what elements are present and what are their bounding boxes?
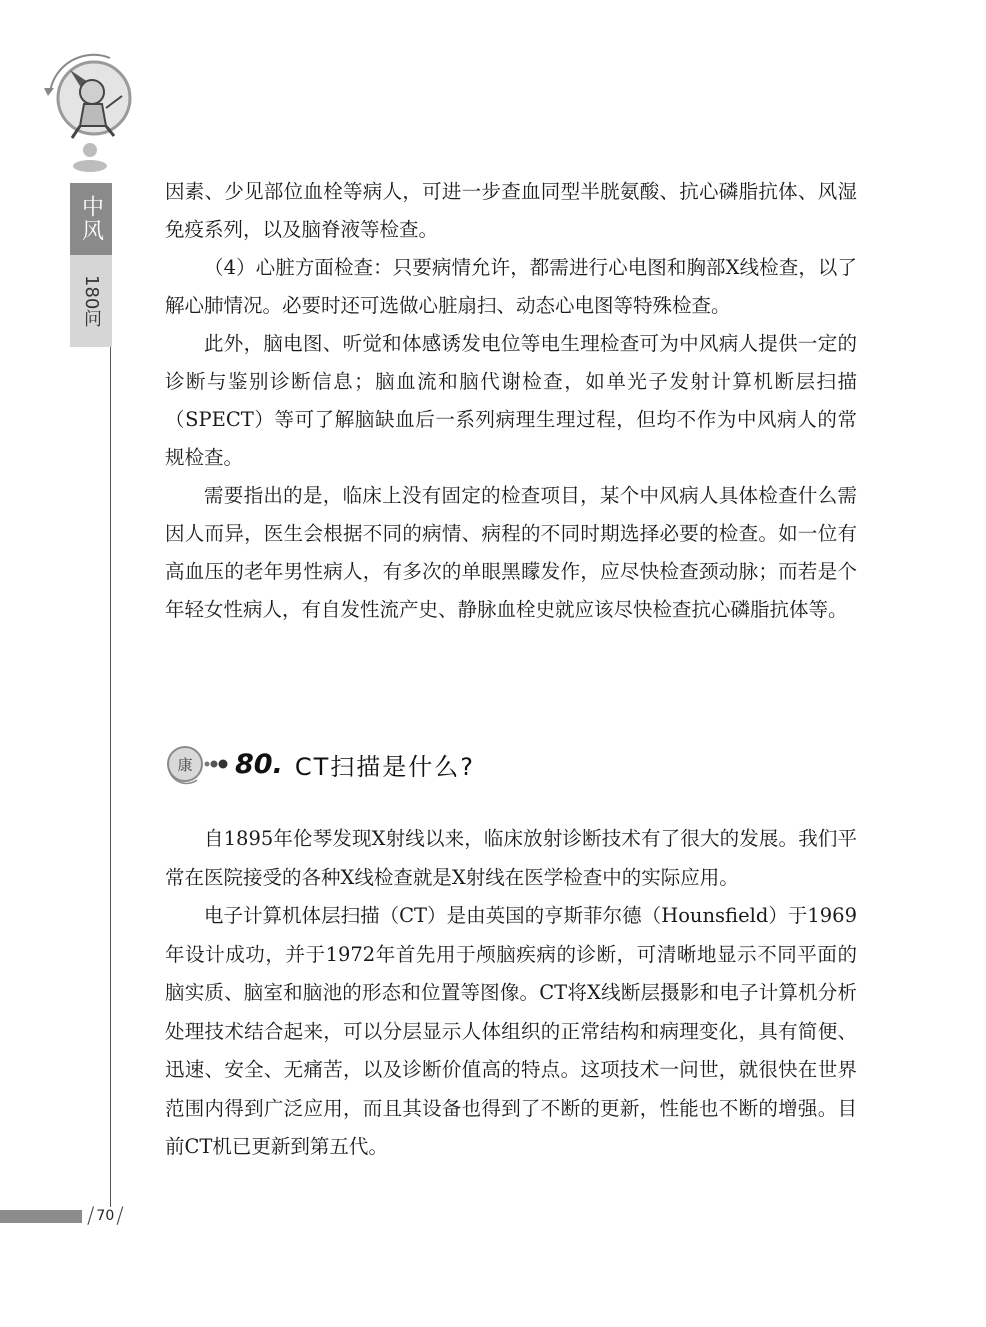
section-badge-icon	[163, 740, 233, 788]
page-footer-bar	[0, 1210, 82, 1223]
paragraph: 此外，脑电图、听觉和体感诱发电位等电生理检查可为中风病人提供一定的诊断与鉴别诊断信息；脑血流和脑代谢检查，如单光子发射计算机断层扫描（SPECT）等可了解脑缺血后一系列病理生理过程，但均不作为中风病人的常规检查。	[165, 332, 857, 469]
section-title: CT扫描是什么?	[294, 752, 475, 781]
book-title-tab	[70, 183, 112, 347]
page-number: 70	[96, 1208, 115, 1224]
paragraph: 电子计算机体层扫描（CT）是由英国的亨斯菲尔德（Hounsfield）于1969年设计成功，并于1972年首先用于颅脑疾病的诊断，可清晰地显示不同平面的脑实质、脑室和脑池的形态和位置等图像。CT将X线断层摄影和电子计算机分析处理技术结合起来，可以分层显示人体组织的正常结构和病理变化，具有简便、迅速、安全、无痛苦，以及诊断价值高的特点。这项技术一问世，就很快在世界范围内得到广泛应用，而且其设备也得到了不断的更新，性能也不断的增强。目前CT机已更新到第五代。	[165, 904, 857, 1158]
book-title-block	[70, 183, 112, 255]
paragraph: 自1895年伦琴发现X射线以来，临床放射诊断技术有了很大的发展。我们平常在医院接受的各种X线检查就是X射线在医学检查中的实际应用。	[165, 827, 857, 889]
mascot-illustration	[40, 52, 140, 172]
paragraph: 需要指出的是，临床上没有固定的检查项目，某个中风病人具体检查什么需因人而异，医生会根据不同的病情、病程的不同时期选择必要的检查。如一位有高血压的老年男性病人，有多次的单眼黑矇发作，应尽快检查颈动脉；而若是个年轻女性病人，有自发性流产史、静脉血栓史就应该尽快检查抗心磷脂抗体等。	[165, 484, 857, 621]
body-text-bottom	[165, 820, 857, 1167]
section-heading	[163, 740, 475, 788]
body-text-top	[165, 173, 857, 629]
book-title: 中风	[78, 195, 104, 243]
paragraph: （4）心脏方面检查：只要病情允许，都需进行心电图和胸部X线检查，以了解心肺情况。必要时还可选做心脏扇扫、动态心电图等特殊检查。	[165, 256, 857, 317]
book-subtitle-block	[70, 255, 112, 347]
margin-rule	[110, 347, 111, 1207]
paragraph: 因素、少见部位血栓等病人，可进一步查血同型半胱氨酸、抗心磷脂抗体、风湿免疫系列，以及脑脊液等检查。	[165, 180, 857, 241]
book-subtitle: 180问	[81, 274, 102, 328]
page-number-block: / 70 /	[87, 1203, 124, 1229]
svg-text:康: 康	[177, 756, 193, 774]
section-number: 80.	[235, 748, 283, 780]
